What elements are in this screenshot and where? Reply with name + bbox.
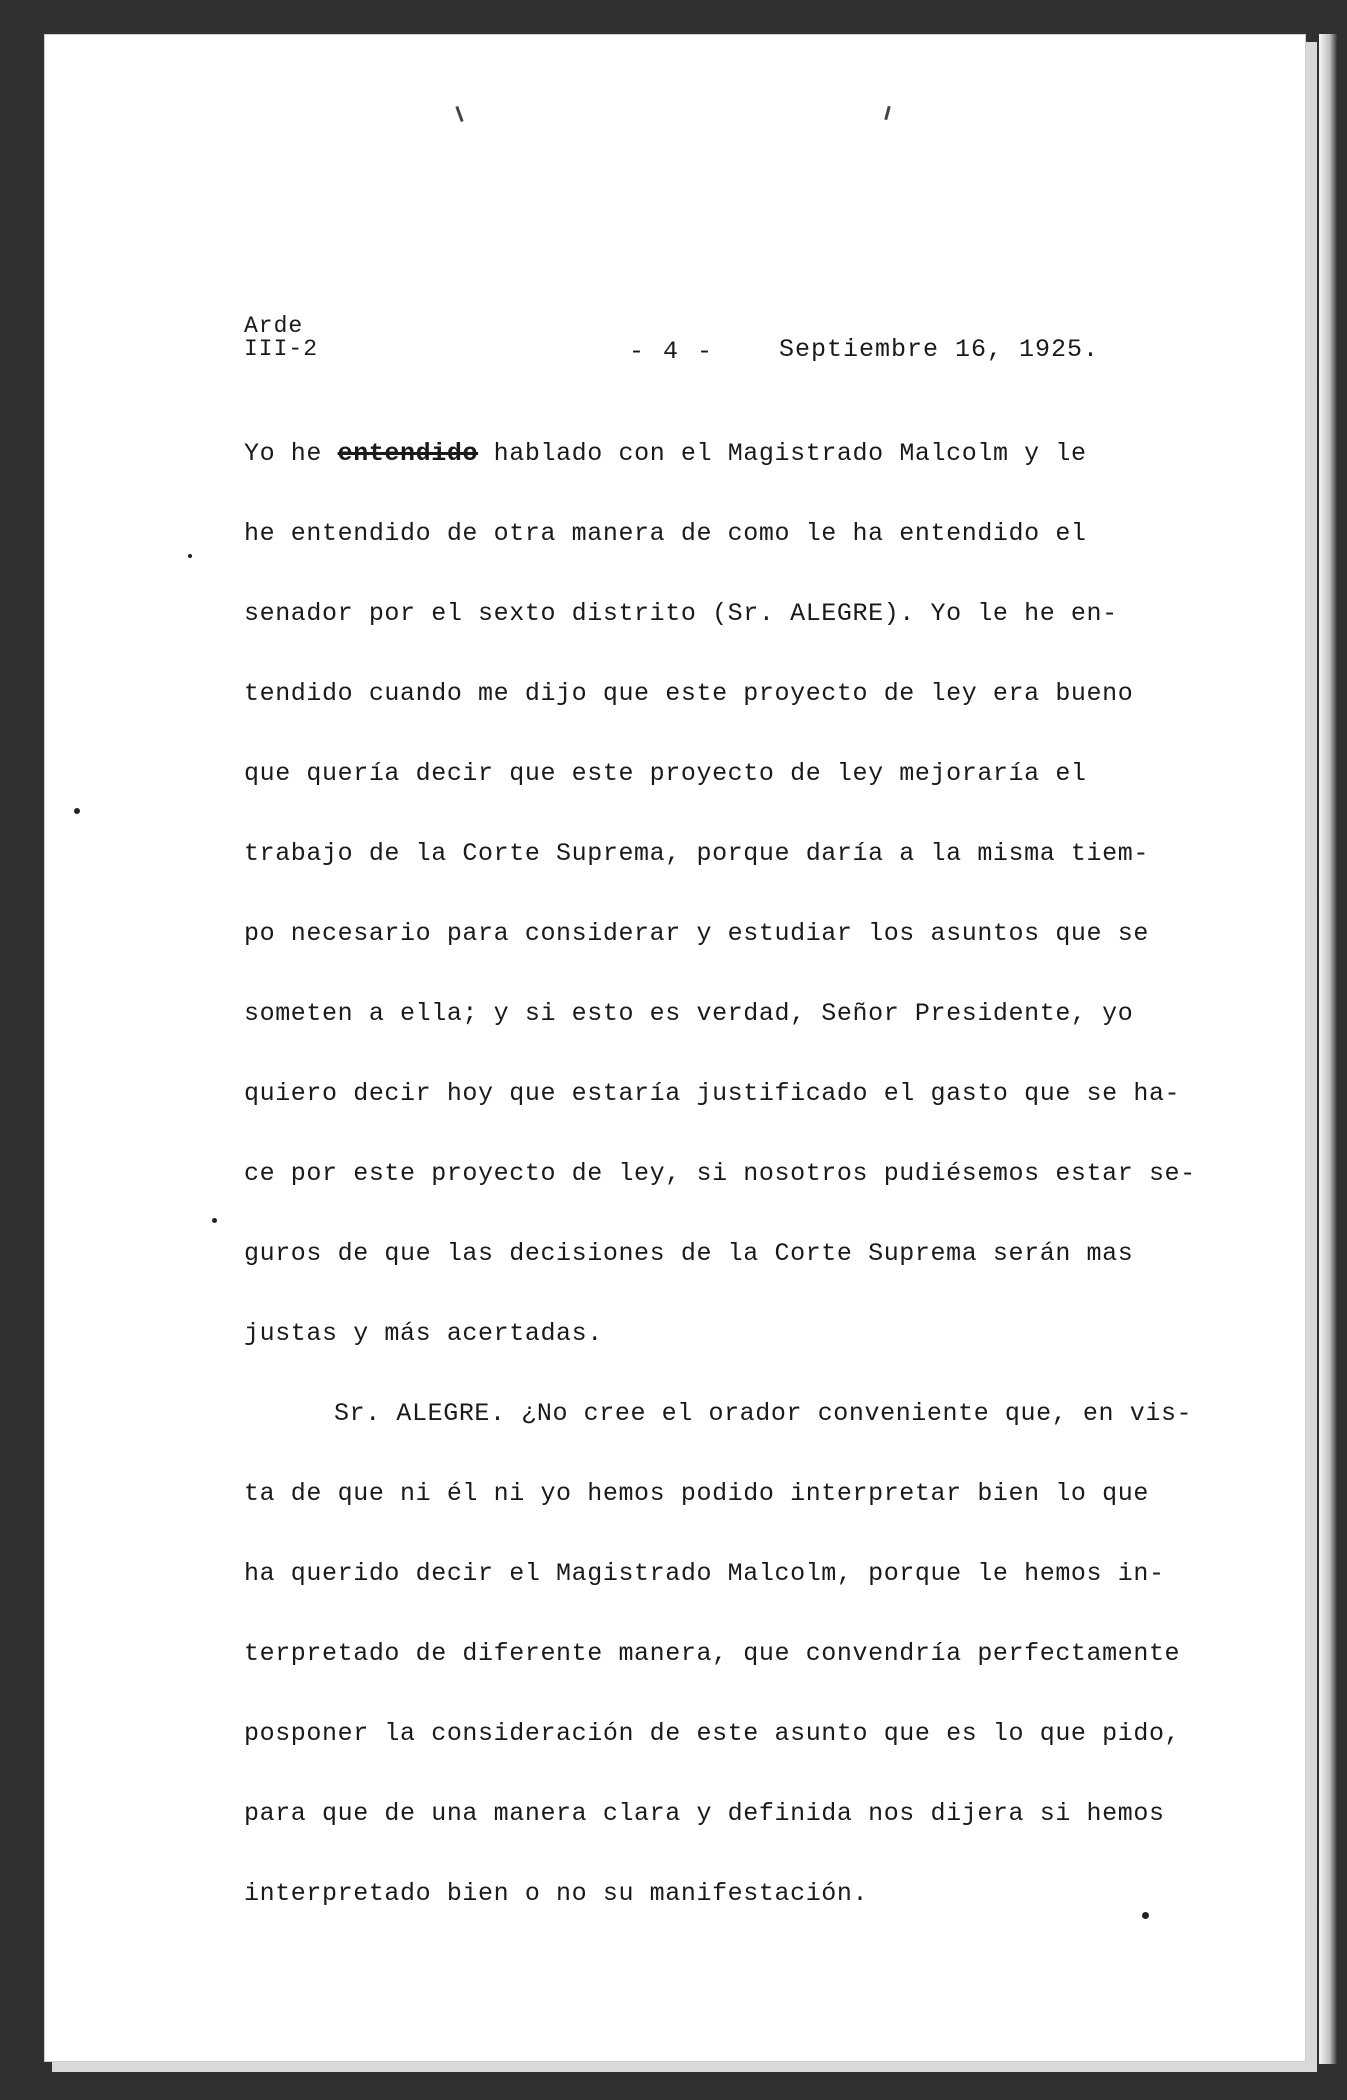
text-line: senador por el sexto distrito (Sr. ALEGRE). Yo le he en-: [244, 599, 1118, 628]
text-line: ta de que ni él ni yo hemos podido interpretar bien lo que: [244, 1479, 1149, 1508]
document-code-line1: Arde: [244, 313, 304, 339]
text-line: someten a ella; y si esto es verdad, Señor Presidente, yo: [244, 999, 1134, 1028]
text-line: tendido cuando me dijo que este proyecto de ley era bueno: [244, 679, 1134, 708]
text-line: guros de que las decisiones de la Corte Suprema serán mas: [244, 1239, 1134, 1268]
text-line: para que de una manera clara y definida nos dijera si hemos: [244, 1799, 1165, 1828]
struck-word: entendido: [337, 439, 479, 468]
page-header: [44, 279, 1306, 369]
text-segment: Yo he: [244, 439, 338, 468]
text-line: posponer la consideración de este asunto que es lo que pido,: [244, 1719, 1181, 1748]
text-line: ce por este proyecto de ley, si nosotros pudiésemos estar se-: [244, 1159, 1196, 1188]
speaker-name: Sr. ALEGRE.: [334, 1399, 506, 1428]
scan-mark: [884, 106, 891, 120]
text-line: terpretado de diferente manera, que convendría perfectamente: [244, 1639, 1181, 1668]
ink-speck: [188, 554, 192, 558]
scan-mark: [455, 106, 463, 122]
document-code-line2: III-2: [244, 336, 319, 362]
text-line: he entendido de otra manera de como le ha entendido el: [244, 519, 1087, 548]
text-line: interpretado bien o no su manifestación.: [244, 1879, 869, 1908]
speaker-text: ¿No cree el orador conveniente que, en vis-: [505, 1399, 1193, 1428]
text-line: trabajo de la Corte Suprema, porque daría a la misma tiem-: [244, 839, 1149, 868]
text-line: ha querido decir el Magistrado Malcolm, porque le hemos in-: [244, 1559, 1165, 1588]
text-line: [244, 434, 1244, 514]
page-number: - 4 -: [629, 337, 715, 366]
text-line: justas y más acertadas.: [244, 1319, 603, 1348]
document-code: [244, 315, 318, 361]
text-line: quiero decir hoy que estaría justificado el gasto que se ha-: [244, 1079, 1181, 1108]
document-page: [44, 34, 1306, 2062]
ink-speck: [74, 808, 80, 814]
text-line: que quería decir que este proyecto de ley mejoraría el: [244, 759, 1087, 788]
ink-speck: [1142, 1912, 1149, 1919]
document-body: [244, 434, 1244, 1954]
speaker-line: [244, 1394, 1244, 1474]
ink-speck: [212, 1218, 217, 1223]
page-edge: [1319, 34, 1337, 2064]
document-date: Septiembre 16, 1925.: [779, 335, 1100, 364]
text-line: po necesario para considerar y estudiar los asuntos que se: [244, 919, 1149, 948]
text-segment: hablado con el Magistrado Malcolm y le: [478, 439, 1087, 468]
